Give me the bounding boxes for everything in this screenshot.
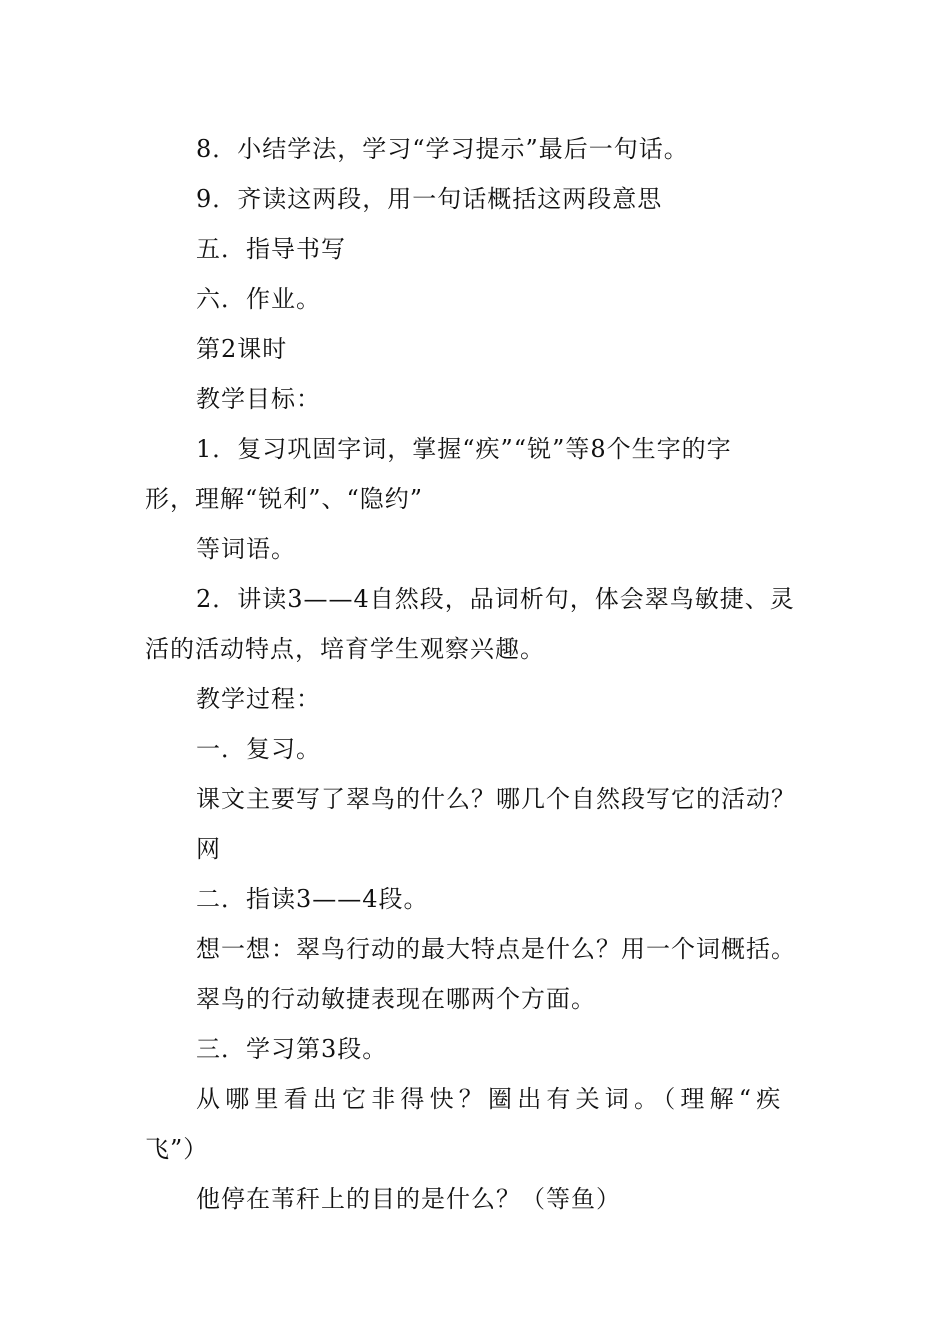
text-line: 翠鸟的行动敏捷表现在哪两个方面。 (196, 985, 596, 1013)
text-line: 2．讲读3——4自然段，品词析句，体会翠鸟敏捷、灵 (196, 585, 795, 613)
text-line: 8．小结学法，学习“学习提示”最后一句话。 (196, 135, 689, 163)
subheading: 教学过程： (196, 685, 321, 713)
text-line: 网 (196, 835, 221, 863)
text-line: 课文主要写了翠鸟的什么？哪几个自然段写它的活动？ (196, 785, 796, 813)
text-line: 飞”） (145, 1135, 209, 1163)
subheading: 教学目标： (196, 385, 321, 413)
section-heading: 一．复习。 (196, 735, 321, 763)
text-line: 活的活动特点，培育学生观察兴趣。 (145, 635, 545, 663)
text-line: 从哪里看出它非得快？圈出有关词。（理解“疾 (196, 1085, 786, 1113)
section-heading: 五．指导书写 (196, 235, 346, 263)
section-heading: 二．指读3——4段。 (196, 885, 429, 913)
section-heading: 三．学习第3段。 (196, 1035, 388, 1063)
text-line: 形，理解“锐利”、“隐约” (145, 485, 424, 513)
text-line: 1．复习巩固字词，掌握“疾”“锐”等8个生字的字 (196, 435, 732, 463)
text-line: 9．齐读这两段，用一句话概括这两段意思 (196, 185, 663, 213)
text-line: 他停在苇秆上的目的是什么？（等鱼） (196, 1185, 621, 1213)
text-line: 想一想：翠鸟行动的最大特点是什么？用一个词概括。 (196, 935, 796, 963)
section-heading: 六．作业。 (196, 285, 321, 313)
text-line: 等词语。 (196, 535, 296, 563)
lesson-heading: 第2课时 (196, 335, 288, 363)
